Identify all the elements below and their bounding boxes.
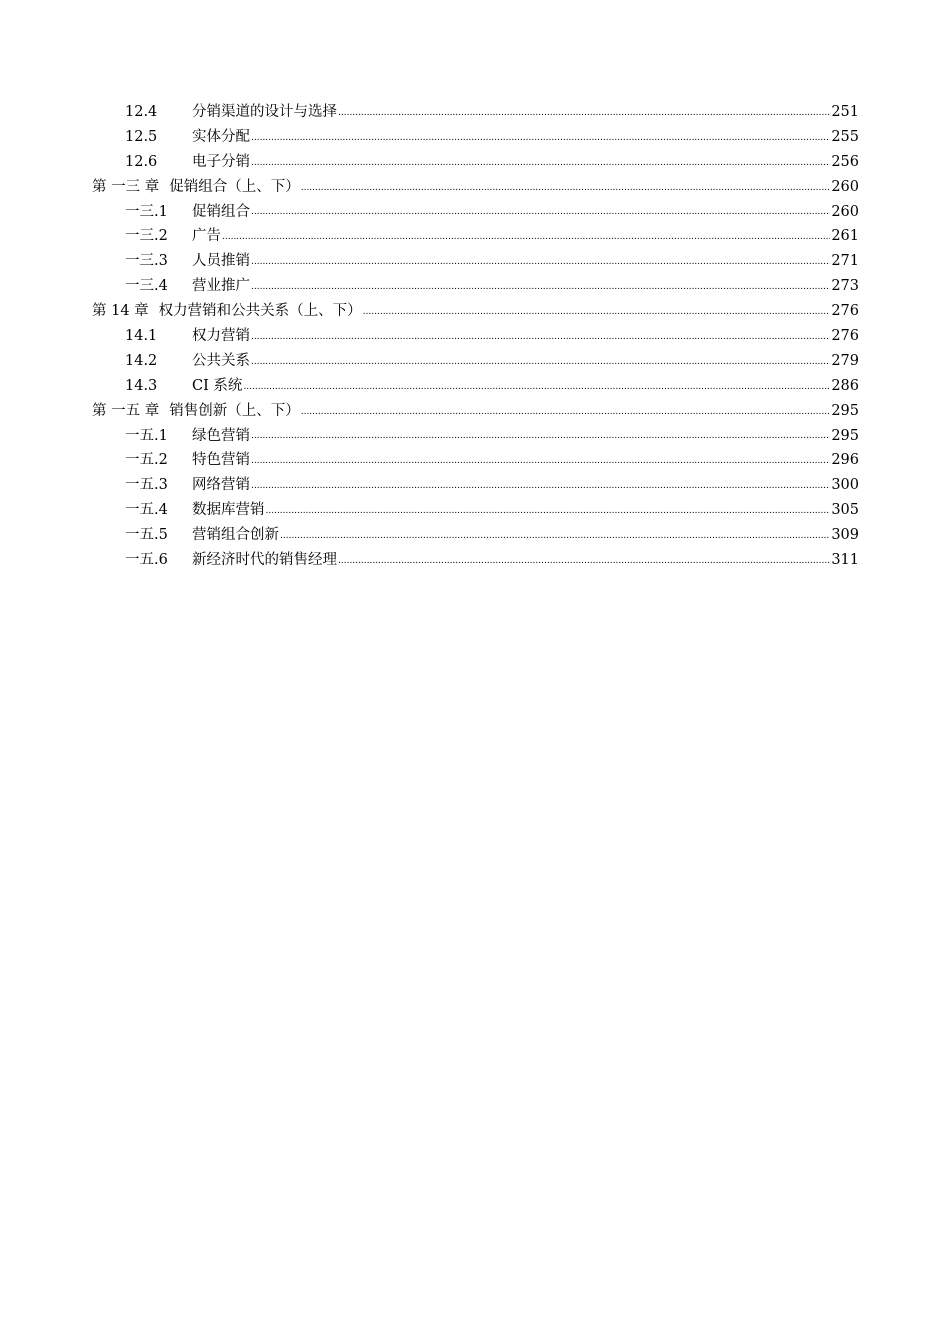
- dot-leader: [301, 184, 831, 200]
- toc-section-entry[interactable]: [92, 349, 859, 374]
- dot-leader: [251, 358, 830, 374]
- toc-entry-title: 广告: [192, 228, 221, 245]
- toc-section-entry[interactable]: [92, 150, 859, 175]
- toc-section-entry[interactable]: [92, 473, 859, 498]
- toc-entry-page-number: 305: [831, 502, 859, 519]
- toc-section-entry[interactable]: [92, 100, 859, 125]
- toc-entry-page-number: 311: [831, 552, 859, 569]
- toc-entry-page-number: 273: [831, 278, 859, 295]
- dot-leader: [280, 532, 830, 548]
- toc-entry-page-number: 276: [831, 303, 859, 320]
- toc-entry-title: 营业推广: [192, 278, 250, 295]
- dot-leader: [251, 134, 830, 150]
- toc-entry-page-number: 309: [831, 527, 859, 544]
- toc-entry-page-number: 255: [831, 128, 859, 145]
- toc-entry-number: 一五.6: [125, 552, 168, 569]
- toc-entry-page-number: 251: [831, 104, 859, 120]
- toc-entry-number: 第 14 章: [92, 303, 149, 320]
- toc-entry-number: 一五.4: [125, 502, 168, 519]
- toc-entry-title: 促销组合（上、下）: [169, 178, 300, 195]
- toc-chapter-entry[interactable]: [92, 399, 859, 424]
- toc-entry-page-number: 300: [831, 477, 859, 494]
- toc-entry-title: 实体分配: [192, 128, 250, 145]
- toc-entry-page-number: 256: [831, 153, 859, 170]
- toc-entry-title: 分销渠道的设计与选择: [192, 104, 337, 120]
- toc-chapter-entry[interactable]: [92, 299, 859, 324]
- toc-entry-page-number: 279: [831, 352, 859, 369]
- toc-entry-number: 一五.2: [125, 452, 168, 469]
- dot-leader: [243, 383, 830, 399]
- toc-entry-title: 新经济时代的销售经理: [192, 552, 337, 569]
- dot-leader: [338, 109, 830, 125]
- toc-entry-number: 14.1: [125, 328, 158, 345]
- toc-entry-number: 12.6: [125, 153, 158, 170]
- toc-entry-title: 电子分销: [192, 153, 250, 170]
- dot-leader: [363, 308, 831, 324]
- toc-entry-title: CI 系统: [192, 377, 243, 394]
- toc-entry-title: 销售创新（上、下）: [169, 402, 300, 419]
- toc-entry-page-number: 276: [831, 328, 859, 345]
- toc-entry-number: 12.5: [125, 128, 158, 145]
- toc-section-entry[interactable]: [92, 498, 859, 523]
- toc-entry-page-number: 261: [831, 228, 859, 245]
- toc-chapter-entry[interactable]: [92, 175, 859, 200]
- toc-entry-page-number: 286: [831, 377, 859, 394]
- toc-section-entry[interactable]: [92, 274, 859, 299]
- dot-leader: [251, 283, 830, 299]
- toc-entry-title: 营销组合创新: [192, 527, 279, 544]
- toc-entry-title: 权力营销和公共关系（上、下）: [158, 303, 362, 320]
- dot-leader: [338, 557, 830, 573]
- toc-entry-number: 一三.2: [125, 228, 168, 245]
- dot-leader: [251, 258, 830, 274]
- toc-section-entry[interactable]: [92, 523, 859, 548]
- toc-entry-page-number: 260: [831, 178, 859, 195]
- dot-leader: [266, 507, 831, 523]
- toc-entry-page-number: 271: [831, 253, 859, 270]
- toc-entry-title: 网络营销: [192, 477, 250, 494]
- toc-entry-number: 第 一三 章: [92, 178, 160, 195]
- toc-entry-number: 14.3: [125, 377, 158, 394]
- toc-entry-number: 一五.1: [125, 427, 168, 444]
- toc-entry-title: 人员推销: [192, 253, 250, 270]
- toc-entry-page-number: 296: [831, 452, 859, 469]
- toc-entry-number: 一五.5: [125, 527, 168, 544]
- dot-leader: [251, 333, 830, 349]
- toc-section-entry[interactable]: [92, 374, 859, 399]
- dot-leader: [251, 159, 830, 175]
- toc-entry-number: 第 一五 章: [92, 402, 160, 419]
- toc-section-entry[interactable]: [92, 424, 859, 449]
- toc-section-entry[interactable]: [92, 324, 859, 349]
- toc-section-entry[interactable]: [92, 224, 859, 249]
- toc-entry-number: 一三.1: [125, 203, 168, 220]
- toc-section-entry[interactable]: [92, 200, 859, 225]
- toc-entry-page-number: 260: [831, 203, 859, 220]
- toc-entry-title: 特色营销: [192, 452, 250, 469]
- table-of-contents: [92, 100, 859, 573]
- dot-leader: [251, 208, 830, 224]
- toc-entry-number: 一五.3: [125, 477, 168, 494]
- toc-entry-title: 促销组合: [192, 203, 250, 220]
- toc-entry-number: 12.4: [125, 104, 158, 120]
- dot-leader: [251, 482, 830, 498]
- dot-leader: [251, 457, 830, 473]
- toc-entry-page-number: 295: [831, 402, 859, 419]
- toc-entry-number: 14.2: [125, 352, 158, 369]
- toc-section-entry[interactable]: [92, 548, 859, 573]
- toc-entry-title: 公共关系: [192, 352, 250, 369]
- dot-leader: [222, 233, 830, 249]
- toc-section-entry[interactable]: [92, 448, 859, 473]
- toc-entry-title: 绿色营销: [192, 427, 250, 444]
- toc-entry-title: 权力营销: [192, 328, 250, 345]
- toc-entry-number: 一三.4: [125, 278, 168, 295]
- dot-leader: [301, 408, 831, 424]
- dot-leader: [251, 432, 830, 448]
- toc-entry-title: 数据库营销: [192, 502, 265, 519]
- toc-section-entry[interactable]: [92, 125, 859, 150]
- toc-entry-page-number: 295: [831, 427, 859, 444]
- toc-entry-number: 一三.3: [125, 253, 168, 270]
- toc-section-entry[interactable]: [92, 249, 859, 274]
